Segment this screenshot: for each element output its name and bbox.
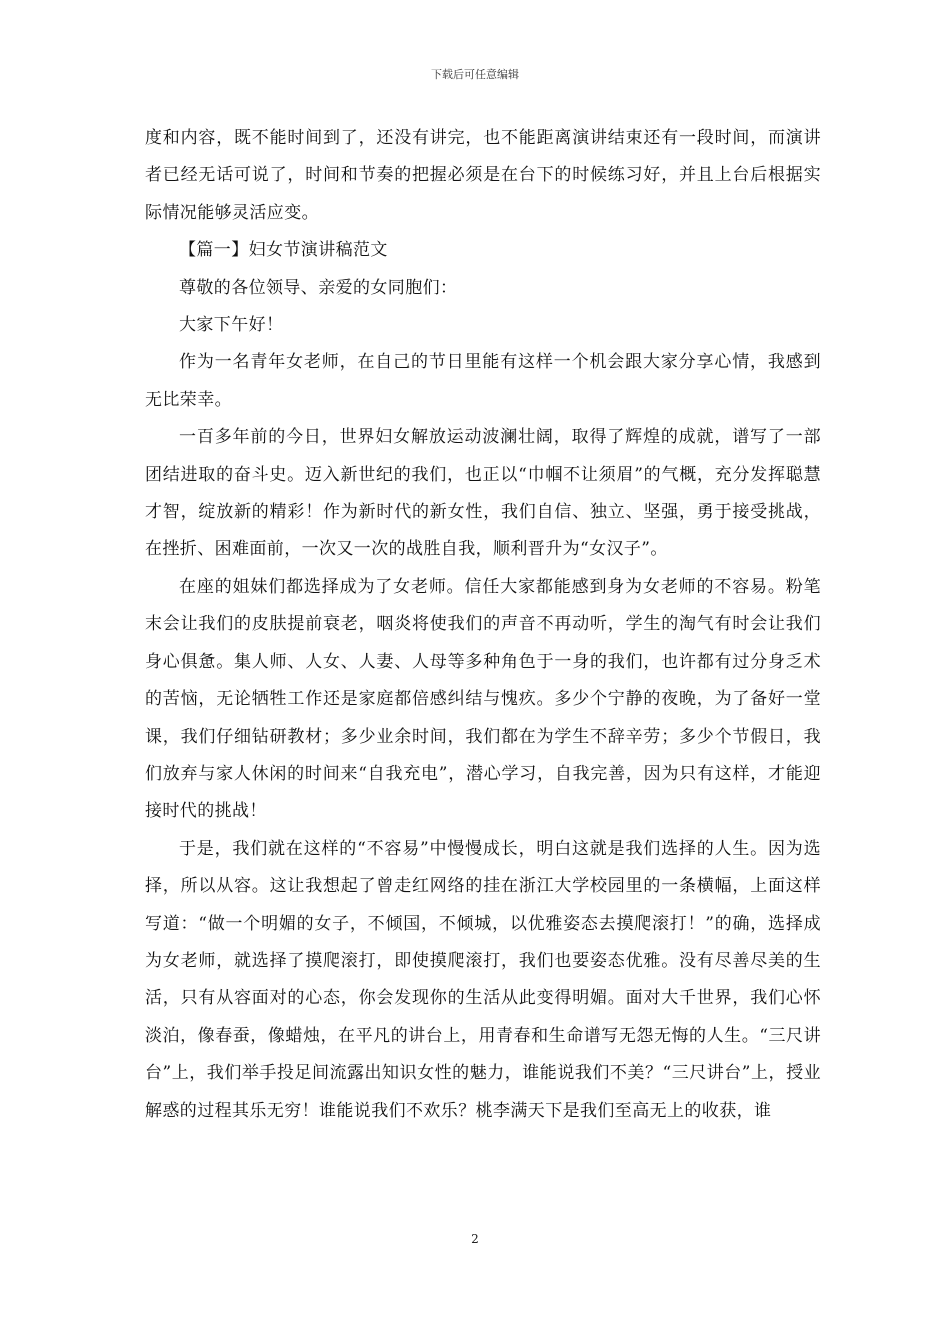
paragraph: 于是，我们就在这样的“不容易”中慢慢成长，明白这就是我们选择的人生。因为选择，所以从容。这让我想起了曾走红网络的挂在浙江大学校园里的一条横幅，上面这样写道：“做一个明媚的女子，不倾国，不倾城，以优雅姿态去摸爬滚打！”的确，选择成为女老师，就选择了摸爬滚打，即使摸爬滚打，我们也要姿态优雅。没有尽善尽美的生活，只有从容面对的心态，你会发现你的生活从此变得明媚。面对大千世界，我们心怀淡泊，像春蚕，像蜡烛，在平凡的讲台上，用青春和生命谱写无怨无悔的人生。“三尺讲台”上，我们举手投足间流露出知识女性的魅力，谁能说我们不美？“三尺讲台”上，授业解惑的过程其乐无穷！谁能说我们不欢乐？桃李满天下是我们至高无上的收获，谁	[145, 838, 821, 1121]
section-heading: 【篇一】妇女节演讲稿范文	[179, 240, 388, 261]
page-header: 下载后可任意编辑	[431, 68, 519, 81]
page-number: 2	[471, 1232, 479, 1246]
paragraph: 一百多年前的今日，世界妇女解放运动波澜壮阔，取得了辉煌的成就，谱写了一部团结进取的奋斗史。迈入新世纪的我们，也正以“巾帼不让须眉”的气概，充分发挥聪慧才智，绽放新的精彩！作为新时代的新女性，我们自信、独立、坚强，勇于接受挑战，在挫折、困难面前，一次又一次的战胜自我，顺利晋升为“女汉子”。	[145, 427, 821, 560]
paragraph-continuation: 度和内容，既不能时间到了，还没有讲完，也不能距离演讲结束还有一段时间，而演讲者已经无话可说了，时间和节奏的把握必须是在台下的时候练习好，并且上台后根据实际情况能够灵活应变。	[145, 128, 821, 223]
paragraph: 在座的姐妹们都选择成为了女老师。信任大家都能感到身为女老师的不容易。粉笔末会让我们的皮肤提前衰老，咽炎将使我们的声音不再动听，学生的淘气有时会让我们身心俱惫。集人师、人女、人妻、人母等多种角色于一身的我们，也许都有过分身乏术的苦恼，无论牺牲工作还是家庭都倍感纠结与愧疚。多少个宁静的夜晚，为了备好一堂课，我们仔细钻研教材；多少业余时间，我们都在为学生不辞辛劳；多少个节假日，我们放弃与家人休闲的时间来“自我充电”，潜心学习，自我完善，因为只有这样，才能迎接时代的挑战！	[145, 576, 821, 822]
paragraph: 作为一名青年女老师，在自己的节日里能有这样一个机会跟大家分享心情，我感到无比荣幸。	[145, 352, 821, 410]
salutation: 尊敬的各位领导、亲爱的女同胞们：	[179, 277, 458, 298]
greeting: 大家下午好！	[179, 315, 284, 336]
document-body	[145, 120, 821, 1130]
